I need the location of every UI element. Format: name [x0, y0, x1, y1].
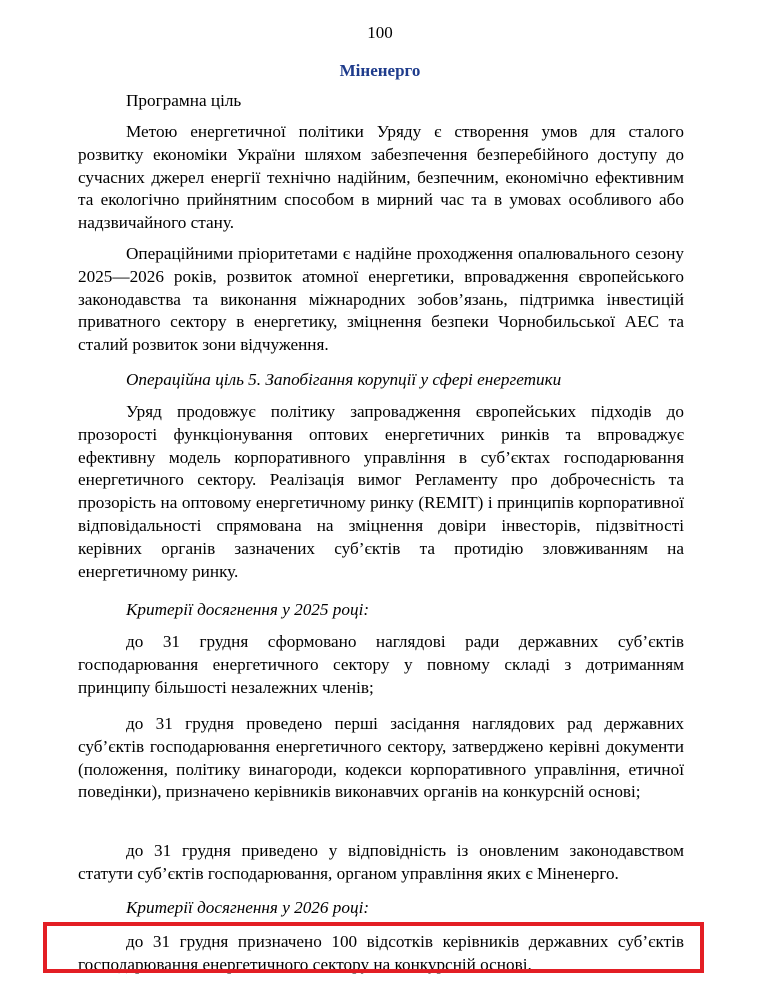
criteria-2025-item-2-text: до 31 грудня проведено перші засідання наглядових рад державних суб’єктів господарювання енергетичного сектору, затверджено керівні документи (положення, політику винагороди, кодекси корпоративного управління, етичної поведінки), призначено керівників виконавчих органів на конкурсній основі;	[78, 714, 684, 802]
criteria-2026-heading-text: Критерії досягнення у 2026 році:	[126, 898, 370, 917]
criteria-2026-heading	[78, 897, 684, 920]
criteria-2025-item-3	[78, 840, 684, 886]
operational-goal-text: Уряд продовжує політику запровадження європейських підходів до прозорості функціонування оптових енергетичних ринків та впроваджує ефективну модель корпоративного управління в суб’єктах господарювання енергетичного сектору. Реалізація вимог Регламенту про доброчесність та прозорість на оптовому енергетичному ринку (REMIT) і принципів корпоративної відповідальності спрямована на зміцнення довіри інвесторів, підзвітності керівних органів зазначених суб’єктів та протидію зловживанням на енергетичному ринку.	[78, 402, 684, 581]
criteria-2025-item-1	[78, 631, 684, 699]
program-goal-heading-text: Програмна ціль	[126, 91, 242, 110]
operational-goal-paragraph	[78, 401, 684, 583]
program-goal-paragraph	[78, 121, 684, 235]
program-goal-text: Метою енергетичної політики Уряду є створення умов для сталого розвитку економіки України шляхом забезпечення безперебійного доступу до сучасних джерел енергії технічно надійним, безпечним, економічно ефективним та екологічно прийнятним способом в мирний час та в умовах особливого або надзвичайного стану.	[78, 122, 684, 233]
operational-goal-title-text: Операційна ціль 5. Запобігання корупції у сфері енергетики	[126, 370, 562, 389]
page-number: 100	[367, 23, 393, 42]
criteria-2025-item-1-text: до 31 грудня сформовано наглядові ради державних суб’єктів господарювання енергетичного сектору у повному складі з дотриманням принципу більшості незалежних членів;	[78, 632, 684, 697]
priorities-paragraph	[78, 243, 684, 357]
operational-goal-title	[78, 369, 684, 392]
criteria-2025-item-3-text: до 31 грудня приведено у відповідність із оновленим законодавством статути суб’єктів господарювання, органом управління яких є Міненерго.	[78, 841, 684, 883]
criteria-2026-item-1-text: до 31 грудня призначено 100 відсотків керівників державних суб’єктів господарювання енергетичного сектору на конкурсній основі.	[78, 932, 684, 974]
ministry-title: Міненерго	[339, 61, 421, 80]
priorities-text: Операційними пріоритетами є надійне проходження опалювального сезону 2025—2026 років, розвиток атомної енергетики, впровадження європейського законодавства та виконання міжнародних зобов’язань, підтримка інвестицій приватного сектору в енергетику, зміцнення безпеки Чорнобильської АЕС та сталий розвиток зони відчуження.	[78, 244, 684, 355]
criteria-2025-heading-text: Критерії досягнення у 2025 році:	[126, 600, 370, 619]
criteria-2025-item-2	[78, 713, 684, 804]
program-goal-heading	[78, 90, 684, 113]
criteria-2025-heading	[78, 599, 684, 622]
highlight-box	[43, 922, 704, 973]
